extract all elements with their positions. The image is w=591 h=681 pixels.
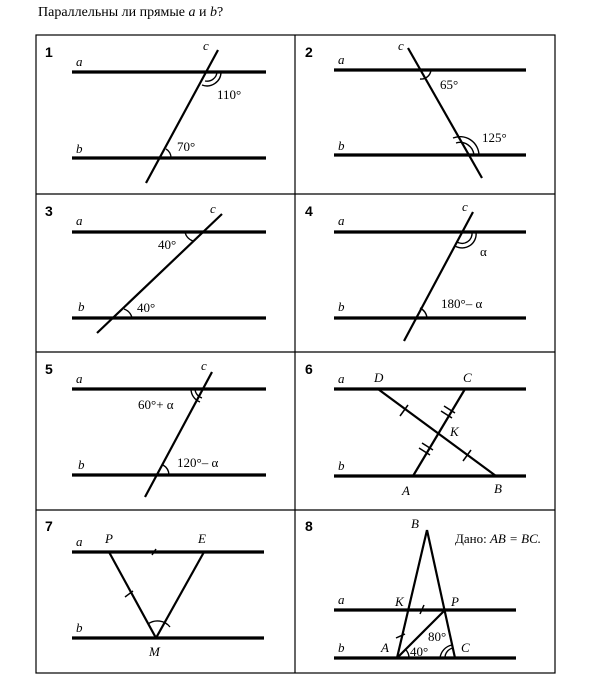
line-c — [145, 372, 212, 497]
point-A: A — [381, 640, 389, 655]
segment-PM — [109, 552, 156, 638]
label-a: a — [76, 371, 83, 386]
problem-number: 5 — [45, 361, 53, 377]
point-P: P — [451, 594, 459, 609]
problem-4 — [305, 199, 526, 341]
problem-6 — [305, 361, 526, 498]
problem-number: 1 — [45, 44, 53, 60]
point-K: K — [450, 424, 459, 439]
label-c: c — [203, 38, 209, 53]
angle-label: 125° — [482, 130, 507, 145]
problem-number: 7 — [45, 518, 53, 534]
label-b: b — [76, 141, 83, 156]
angle-label: α — [480, 244, 487, 259]
problem-1 — [45, 38, 266, 183]
angle-label: 65° — [440, 77, 459, 92]
point-P: P — [105, 531, 113, 546]
title-var-a: a — [188, 5, 196, 20]
angle-label: 80° — [428, 629, 447, 644]
title-conj: и — [195, 5, 211, 20]
angle-arc — [453, 137, 479, 155]
problem-number: 3 — [45, 203, 53, 219]
label-a: a — [338, 52, 345, 67]
label-a: a — [76, 534, 83, 549]
label-b: b — [78, 299, 85, 314]
point-E: E — [198, 531, 206, 546]
point-B: B — [494, 481, 502, 496]
angle-arc — [440, 645, 452, 658]
line-c — [146, 50, 218, 183]
problem-8 — [305, 516, 541, 659]
point-A: A — [402, 483, 410, 498]
angle-label: 60°+ α — [138, 397, 174, 412]
title-text: Параллельны ли прямые — [38, 5, 189, 20]
label-c: c — [201, 358, 207, 373]
problem-number: 4 — [305, 203, 313, 219]
label-a: a — [338, 371, 345, 386]
angle-label: 120°– α — [177, 455, 219, 470]
point-K: K — [395, 594, 404, 609]
problem-7 — [45, 518, 264, 659]
segment-DB — [378, 389, 496, 476]
point-M: M — [149, 644, 160, 659]
equal-tick — [396, 634, 405, 638]
line-c — [408, 48, 482, 178]
label-c: c — [462, 199, 468, 214]
point-C: C — [463, 370, 472, 385]
angle-arc — [148, 621, 170, 627]
problem-number: 6 — [305, 361, 313, 377]
given-prefix: Дано: — [455, 531, 490, 546]
given-condition — [455, 531, 541, 546]
problem-number: 8 — [305, 518, 313, 534]
label-b: b — [338, 640, 345, 655]
angle-label: 180°– α — [441, 296, 483, 311]
title-qmark: ? — [217, 5, 224, 20]
point-C: C — [461, 640, 470, 655]
label-a: a — [76, 213, 83, 228]
point-B: B — [411, 516, 419, 531]
angle-label: 40° — [410, 644, 429, 659]
angle-label: 70° — [177, 139, 196, 154]
label-a: a — [338, 213, 345, 228]
angle-label: 40° — [137, 300, 156, 315]
point-D: D — [374, 370, 384, 385]
title-var-b: b — [210, 5, 218, 20]
label-a: a — [76, 54, 83, 69]
problem-3 — [45, 201, 266, 333]
label-a: a — [338, 592, 345, 607]
angle-label: 40° — [158, 237, 177, 252]
problem-2 — [305, 38, 526, 178]
problem-number: 2 — [305, 44, 313, 60]
label-b: b — [338, 458, 345, 473]
problem-5 — [45, 358, 266, 497]
label-b: b — [338, 138, 345, 153]
label-c: c — [398, 38, 404, 53]
angle-label: 110° — [217, 87, 242, 102]
given-equation: AB = BC. — [489, 531, 541, 546]
segment-EM — [156, 552, 204, 638]
label-b: b — [76, 620, 83, 635]
label-b: b — [78, 457, 85, 472]
label-c: c — [210, 201, 216, 216]
label-b: b — [338, 299, 345, 314]
